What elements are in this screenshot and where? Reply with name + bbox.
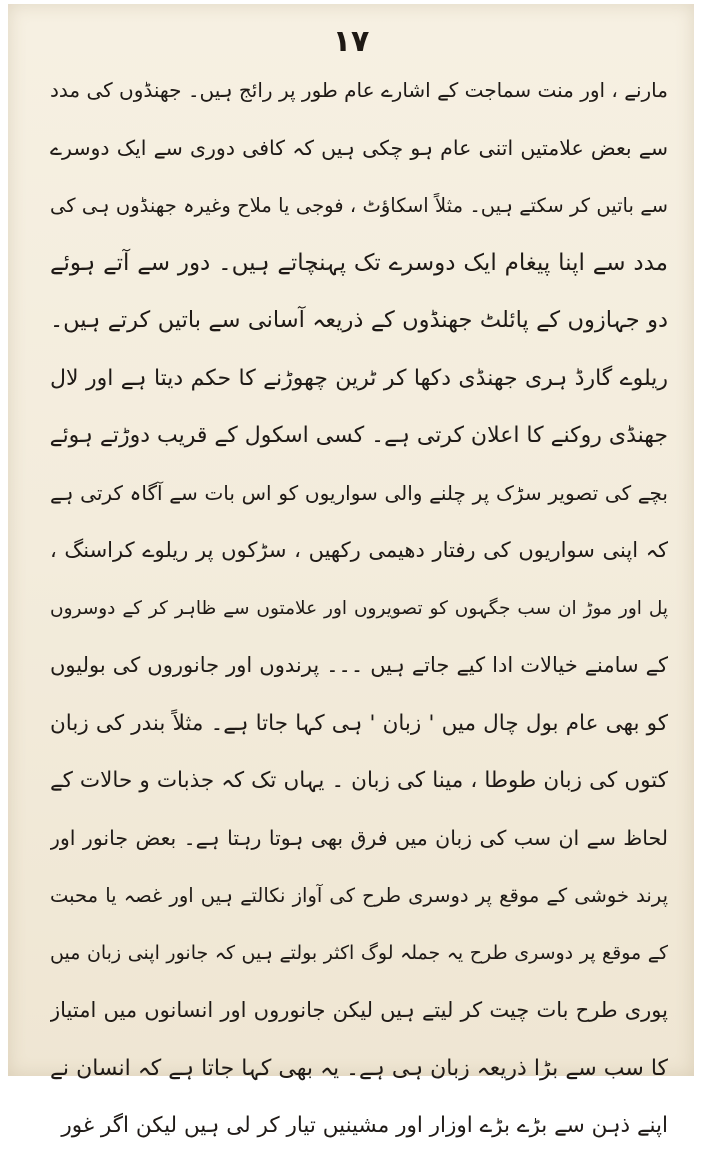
- text-line-13: کتوں کی زبان طوطا ، مینا کی زبان ۔ یہاں تک کہ جذبات و حالات کے: [50, 768, 668, 793]
- text-line-3: سے باتیں کر سکتے ہیں۔ مثلاً اسکاؤٹ ، فوجی یا ملاح وغیرہ جھنڈوں ہی کی: [50, 194, 668, 217]
- page-number: ١٧: [332, 24, 370, 59]
- text-line-12: کو بھی عام بول چال میں ' زبان ' ہی کہا جاتا ہے۔ مثلاً بندر کی زبان: [50, 710, 668, 736]
- text-line-15: پرند خوشی کے موقع پر دوسری طرح کی آواز نکالتے ہیں اور غصہ یا محبت: [50, 884, 668, 907]
- text-line-10: پل اور موڑ ان سب جگہوں کو تصویروں اور علامتوں سے ظاہر کر کے دوسروں: [50, 597, 668, 619]
- text-line-19: اپنے ذہن سے بڑے بڑے اوزار اور مشینیں تیار کر لی ہیں لیکن اگر غور: [61, 1113, 668, 1138]
- text-line-5: دو جہازوں کے پائلٹ جھنڈوں کے ذریعہ آسانی سے باتیں کرتے ہیں۔: [50, 307, 668, 333]
- text-line-18: کا سب سے بڑا ذریعہ زبان ہی ہے۔ یہ بھی کہا جاتا ہے کہ انسان نے: [50, 1055, 668, 1081]
- text-line-14: لحاظ سے ان سب کی زبان میں فرق بھی ہوتا رہتا ہے۔ بعض جانور اور: [50, 825, 668, 850]
- text-line-4: مدد سے اپنا پیغام ایک دوسرے تک پہنچاتے ہیں۔ دور سے آتے ہوئے: [50, 249, 668, 276]
- text-line-17: پوری طرح بات چیت کر لیتے ہیں لیکن جانوروں اور انسانوں میں امتیاز: [50, 998, 668, 1022]
- text-line-6: ریلوے گارڈ ہری جھنڈی دکھا کر ٹرین چھوڑنے کا حکم دیتا ہے اور لال: [50, 365, 668, 391]
- page-text-body: [50, 62, 668, 1155]
- text-line-2: سے بعض علامتیں اتنی عام ہو چکی ہیں کہ کافی دوری سے ایک دوسرے: [50, 135, 668, 160]
- book-page: [8, 4, 694, 1138]
- text-line-9: کہ اپنی سواریوں کی رفتار دھیمی رکھیں ، سڑکوں پر ریلوے کراسنگ ،: [50, 538, 668, 562]
- text-line-16: کے موقع پر دوسری طرح یہ جملہ لوگ اکثر بولتے ہیں کہ جانور اپنی زبان میں: [50, 941, 668, 964]
- text-line-1: مارنے ، اور منت سماجت کے اشارے عام طور پر رائج ہیں۔ جھنڈوں کی مدد: [50, 78, 668, 102]
- text-line-11: کے سامنے خیالات ادا کیے جاتے ہیں ۔۔۔ پرندوں اور جانوروں کی بولیوں: [50, 653, 668, 677]
- text-line-8: بچے کی تصویر سڑک پر چلنے والی سواریوں کو اس بات سے آگاہ کرتی ہے: [50, 480, 668, 505]
- text-line-7: جھنڈی روکنے کا اعلان کرتی ہے۔ کسی اسکول کے قریب دوڑتے ہوئے: [50, 423, 668, 448]
